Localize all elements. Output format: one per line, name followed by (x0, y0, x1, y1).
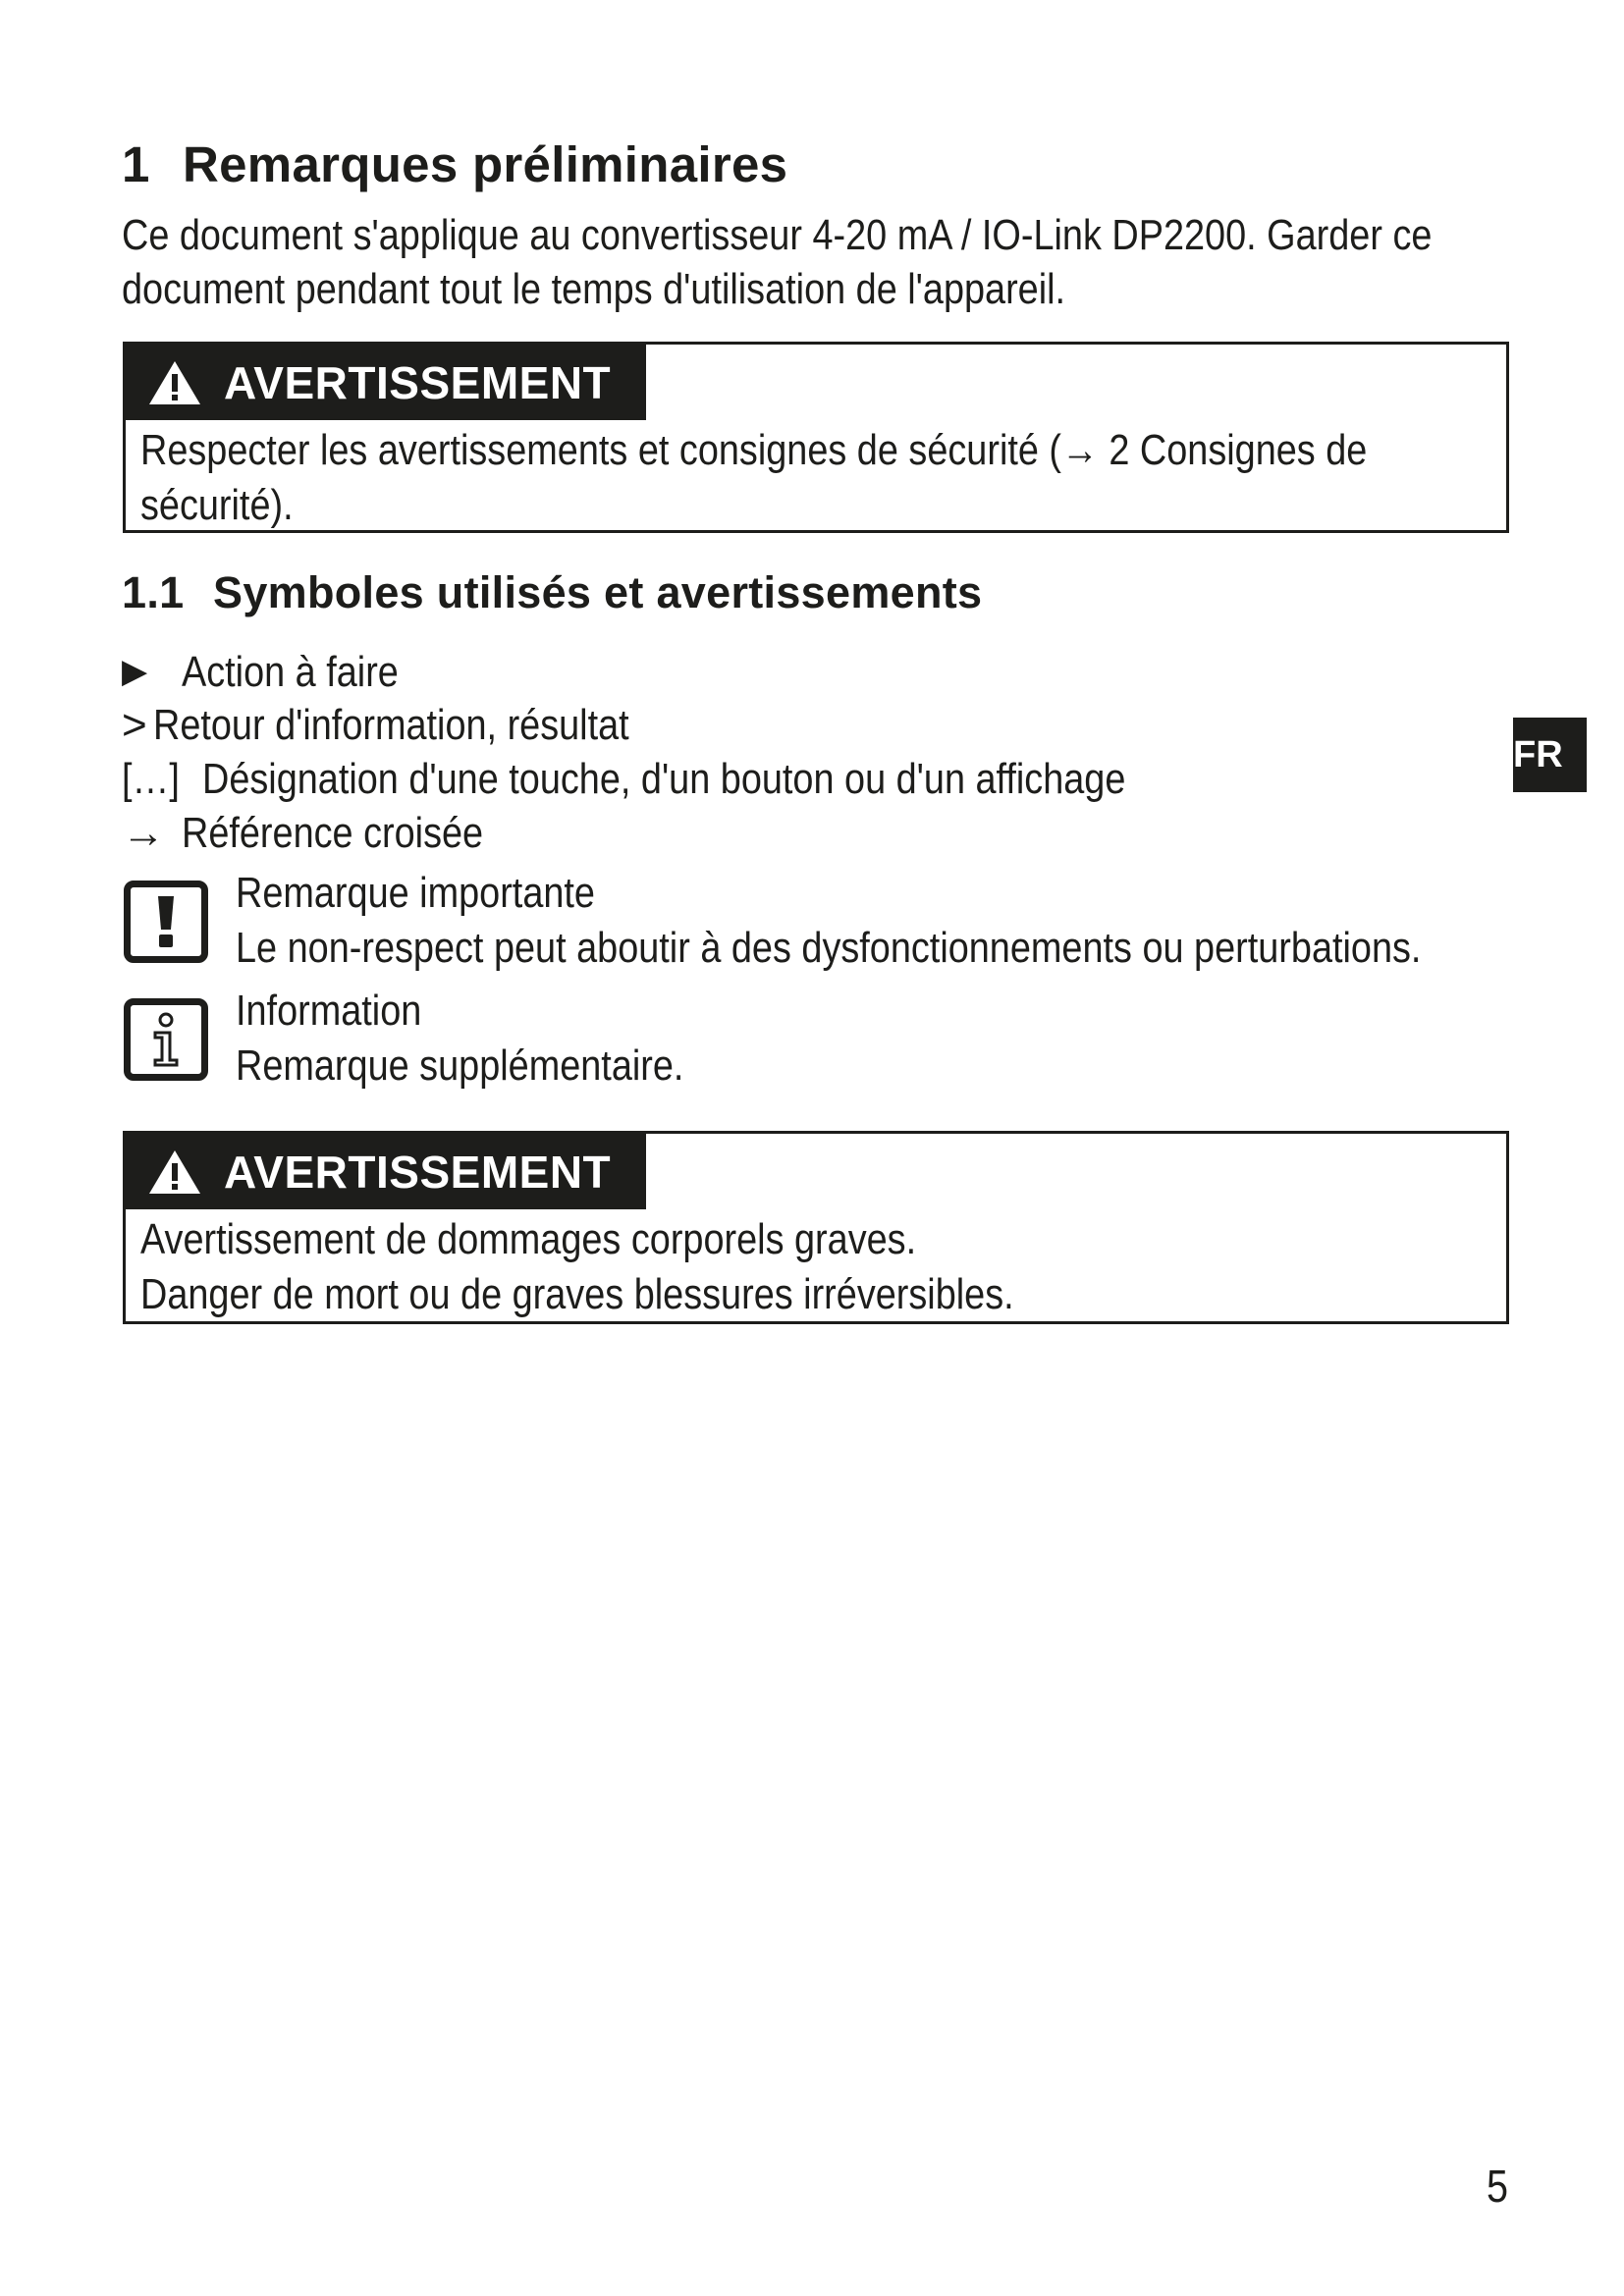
intro-line: Ce document s'applique au convertisseur 4-20 mA / IO-Link DP2200. Garder ce (122, 211, 1433, 259)
warning-text (140, 423, 1567, 533)
result-mark: > (122, 701, 147, 749)
page-number-text: 5 (1487, 2161, 1509, 2212)
symbol-row (122, 644, 434, 700)
language-tab: FR (1513, 718, 1587, 792)
warning-triangle-icon (147, 1148, 202, 1197)
section-title: Remarques préliminaires (183, 136, 788, 192)
warning-header (126, 1134, 646, 1209)
section-heading (122, 135, 787, 193)
important-note-text: Le non-respect peut aboutir à des dysfonctionnements ou perturbations. (236, 924, 1422, 972)
important-note-title: Remarque importante (236, 869, 595, 917)
symbol-row (122, 806, 532, 861)
intro-paragraph (122, 208, 1624, 316)
cross-reference-mark: → (122, 809, 165, 857)
information-note-text: Remarque supplémentaire. (236, 1041, 684, 1090)
important-note (236, 866, 1614, 976)
button-designation-mark: […] (122, 755, 180, 803)
warning-line: Avertissement de dommages corporels graves. (140, 1215, 917, 1263)
warning-label: AVERTISSEMENT (224, 356, 612, 408)
information-note (236, 984, 757, 1094)
info-box-icon (124, 998, 208, 1081)
symbol-text: Désignation d'une touche, d'un bouton ou d'un affichage (202, 755, 1126, 803)
intro-line: document pendant tout le temps d'utilisation de l'appareil. (122, 265, 1066, 313)
warning-triangle-icon (147, 358, 202, 407)
warning-label: AVERTISSEMENT (224, 1146, 612, 1198)
warning-header (126, 345, 646, 420)
information-note-title: Information (236, 987, 422, 1035)
symbol-text: Référence croisée (182, 809, 484, 857)
symbol-row (122, 698, 707, 753)
symbol-text: Retour d'information, résultat (153, 701, 629, 749)
action-mark: ▶ (122, 653, 148, 690)
subsection-heading (122, 567, 982, 618)
warning-box (123, 342, 1509, 533)
section-number: 1 (122, 136, 150, 192)
symbol-text: Action à faire (182, 648, 399, 696)
warning-line: Respecter les avertissements et consignes de sécurité (→ 2 Consignes de (140, 426, 1368, 474)
subsection-title: Symboles utilisés et avertissements (213, 567, 983, 617)
warning-text (140, 1212, 1156, 1322)
subsection-number: 1.1 (122, 567, 185, 617)
symbol-row (122, 752, 1276, 807)
warning-line: sécurité). (140, 481, 294, 529)
warning-box (123, 1131, 1509, 1324)
exclamation-box-icon (124, 881, 208, 963)
page-number (1487, 2160, 1512, 2213)
warning-line: Danger de mort ou de graves blessures irréversibles. (140, 1270, 1014, 1318)
